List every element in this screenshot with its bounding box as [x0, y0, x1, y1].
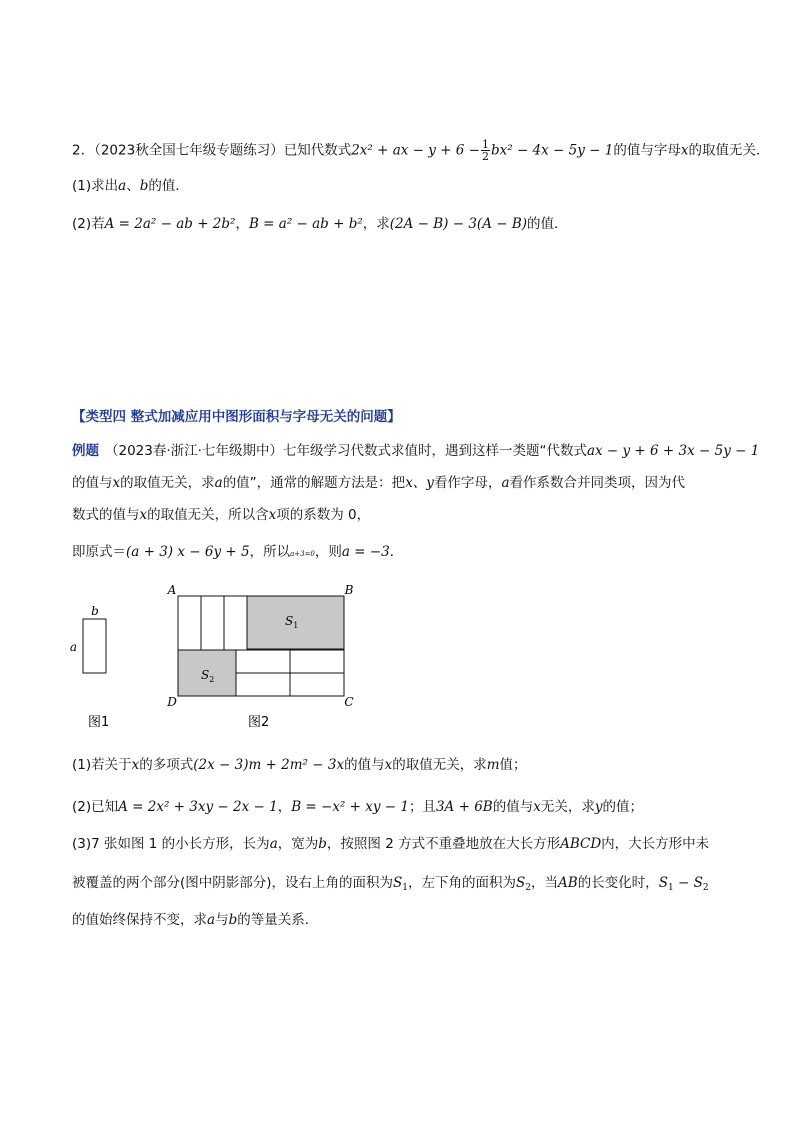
stem-text: ，按照图 2 方式不重叠地放在大长方形: [326, 836, 561, 852]
question-3-line-1: [72, 834, 709, 854]
stem-text: ，求: [362, 216, 390, 232]
math-expression: A = 2a² − ab + 2b²: [104, 216, 236, 232]
math-var: a: [207, 912, 216, 928]
example-line-4: [72, 542, 403, 564]
question-number: 2．: [72, 142, 95, 159]
stem-text: ；且: [408, 799, 436, 815]
fig2-corner-A: A: [167, 583, 177, 597]
stem-text: 即原式＝: [72, 544, 126, 560]
fig2-caption: 图2: [248, 715, 270, 730]
stem-text: 值；: [499, 757, 527, 773]
stem-text: ，左下角的面积为: [408, 875, 517, 891]
stem-text: 的取值无关，所以含: [147, 507, 269, 523]
figures: [0, 578, 794, 748]
stem-text: ，所以: [249, 544, 291, 560]
math-var: y: [594, 799, 603, 815]
stem-text: 的值”，通常的解题方法是：把: [222, 475, 406, 491]
math-expression: B = −x² + xy − 1: [291, 799, 409, 815]
example-label: 例题: [72, 443, 99, 459]
math-expression: bx² − 4x − 5y − 1: [490, 142, 614, 159]
math-var: x: [131, 757, 140, 773]
math-var: x: [533, 799, 541, 815]
q2-part1: [72, 176, 189, 196]
stem-text: 的多项式: [139, 757, 194, 773]
fig2-label-s2: $S_2$: [201, 668, 215, 684]
example-line-1: [72, 441, 759, 461]
math-subscript: 1: [402, 883, 409, 893]
fig1-label-b: b: [91, 604, 99, 618]
stem-text: 的等量关系．: [237, 912, 319, 928]
math-var: S: [658, 875, 668, 891]
stem-text: 的值；: [602, 799, 643, 815]
stem-text: ．: [389, 544, 404, 560]
math-expression: 3A + 6B: [435, 799, 493, 815]
fig1-caption: 图1: [88, 715, 110, 730]
math-var: x: [112, 475, 121, 491]
stem-text: ，则: [314, 544, 342, 560]
stem-text: 看作字母，: [433, 475, 502, 491]
stem-text: ，: [277, 799, 292, 815]
stem-text: 与: [215, 912, 229, 928]
stem-text: 的值．: [527, 216, 568, 232]
part-label: (1)若关于: [72, 757, 132, 773]
stem-text: 的取值无关．: [688, 142, 770, 159]
math-expression: (2A − B) − 3(A − B): [389, 216, 528, 232]
math-expression: A = 2x² + 3xy − 2x − 1: [118, 799, 278, 815]
part-label: (1)求出: [72, 178, 119, 194]
stem-text: 无关，求: [540, 799, 595, 815]
fig1-label-a: a: [69, 640, 77, 654]
stem-text: 的值与: [344, 757, 385, 773]
fig1-rectangle: [83, 619, 106, 673]
math-var: S: [516, 875, 526, 891]
math-expression: 2x² + ax − y + 6 −: [351, 142, 480, 159]
math-subscript: 2: [525, 883, 532, 893]
question-3-line-2: [72, 873, 709, 893]
math-var: b: [139, 178, 149, 194]
math-var: b: [228, 912, 238, 928]
stem-text: 的取值无关，求: [120, 475, 215, 491]
math-var: AB: [558, 875, 578, 891]
math-var: b: [318, 836, 327, 852]
example-line-3: [72, 505, 370, 525]
part-label: (2)若: [72, 216, 105, 232]
stem-text: ，当: [531, 875, 559, 891]
stem-text: 项的系数为 0，: [276, 507, 371, 523]
fig2-corner-D: D: [167, 695, 177, 709]
stem-text: 的值与: [72, 475, 113, 491]
math-var: x: [680, 142, 689, 159]
question-2: [72, 797, 643, 817]
q2-part2: [72, 214, 568, 234]
math-expression: ax − y + 6 + 3x − 5y − 1: [586, 443, 760, 459]
stem-text: 的取值无关，求: [392, 757, 487, 773]
fig2-label-s1: $S_1$: [285, 614, 299, 630]
fig2-corner-C: C: [344, 695, 354, 709]
math-var: x、y: [405, 475, 434, 491]
fig2-corner-B: B: [344, 583, 354, 597]
part-label: (2)已知: [72, 799, 119, 815]
stem-text: 数式的值与: [72, 507, 140, 523]
math-var: x: [384, 757, 393, 773]
question-1: [72, 755, 527, 775]
math-expression: B = a² − ab + b²: [248, 216, 363, 232]
math-var: S: [393, 875, 403, 891]
math-var: a: [269, 836, 278, 852]
math-expression-small: a+3=0: [290, 550, 315, 558]
question-source: （2023秋全国七年级专题练习）: [94, 142, 284, 159]
part-label: (3)7 张如图 1 的小长方形，长为: [72, 836, 270, 852]
stem-text: ，: [235, 216, 249, 232]
stem-text: ，宽为: [277, 836, 319, 852]
section-heading: 【类型四 整式加减应用中图形面积与字母无关的问题】: [72, 409, 401, 425]
math-var: x: [268, 507, 277, 523]
stem-text: 七年级学习代数式求值时，遇到这样一类题“代数式: [282, 443, 587, 459]
math-var: − S: [673, 875, 703, 891]
stem-text: 、: [126, 178, 140, 194]
math-var: ABCD: [560, 836, 602, 852]
q2-stem: [72, 139, 769, 162]
stem-text: 的值始终保持不变，求: [72, 912, 207, 928]
stem-text: 内，大长方形中未: [601, 836, 710, 852]
fraction: $\frac{1}{2}$: [481, 138, 489, 163]
stem-text: 的值与字母: [613, 142, 681, 159]
math-var: a: [501, 475, 510, 491]
stem-text: 的值与: [492, 799, 534, 815]
stem-text: 已知代数式: [283, 142, 352, 159]
example-line-2: [72, 473, 685, 493]
math-var: x: [139, 507, 148, 523]
math-subscript: 1: [667, 883, 674, 893]
math-expression: a = −3: [341, 544, 390, 560]
stem-text: 的长变化时，: [577, 875, 659, 891]
math-var: m: [486, 757, 500, 773]
math-var: a: [214, 475, 223, 491]
stem-text: 被覆盖的两个部分(图中阴影部分)，设右上角的面积为: [72, 875, 394, 891]
math-expression: (a + 3) x − 6y + 5: [126, 544, 250, 560]
math-expression: (2x − 3)m + 2m² − 3x: [193, 757, 345, 773]
question-3-line-3: [72, 910, 318, 930]
stem-text: 的值．: [148, 178, 189, 194]
example-source: （2023春·浙江·七年级期中）: [105, 443, 283, 459]
stem-text: 看作系数合并同类项，因为代: [509, 475, 685, 491]
math-var: a: [118, 178, 127, 194]
math-subscript: 2: [702, 883, 709, 893]
